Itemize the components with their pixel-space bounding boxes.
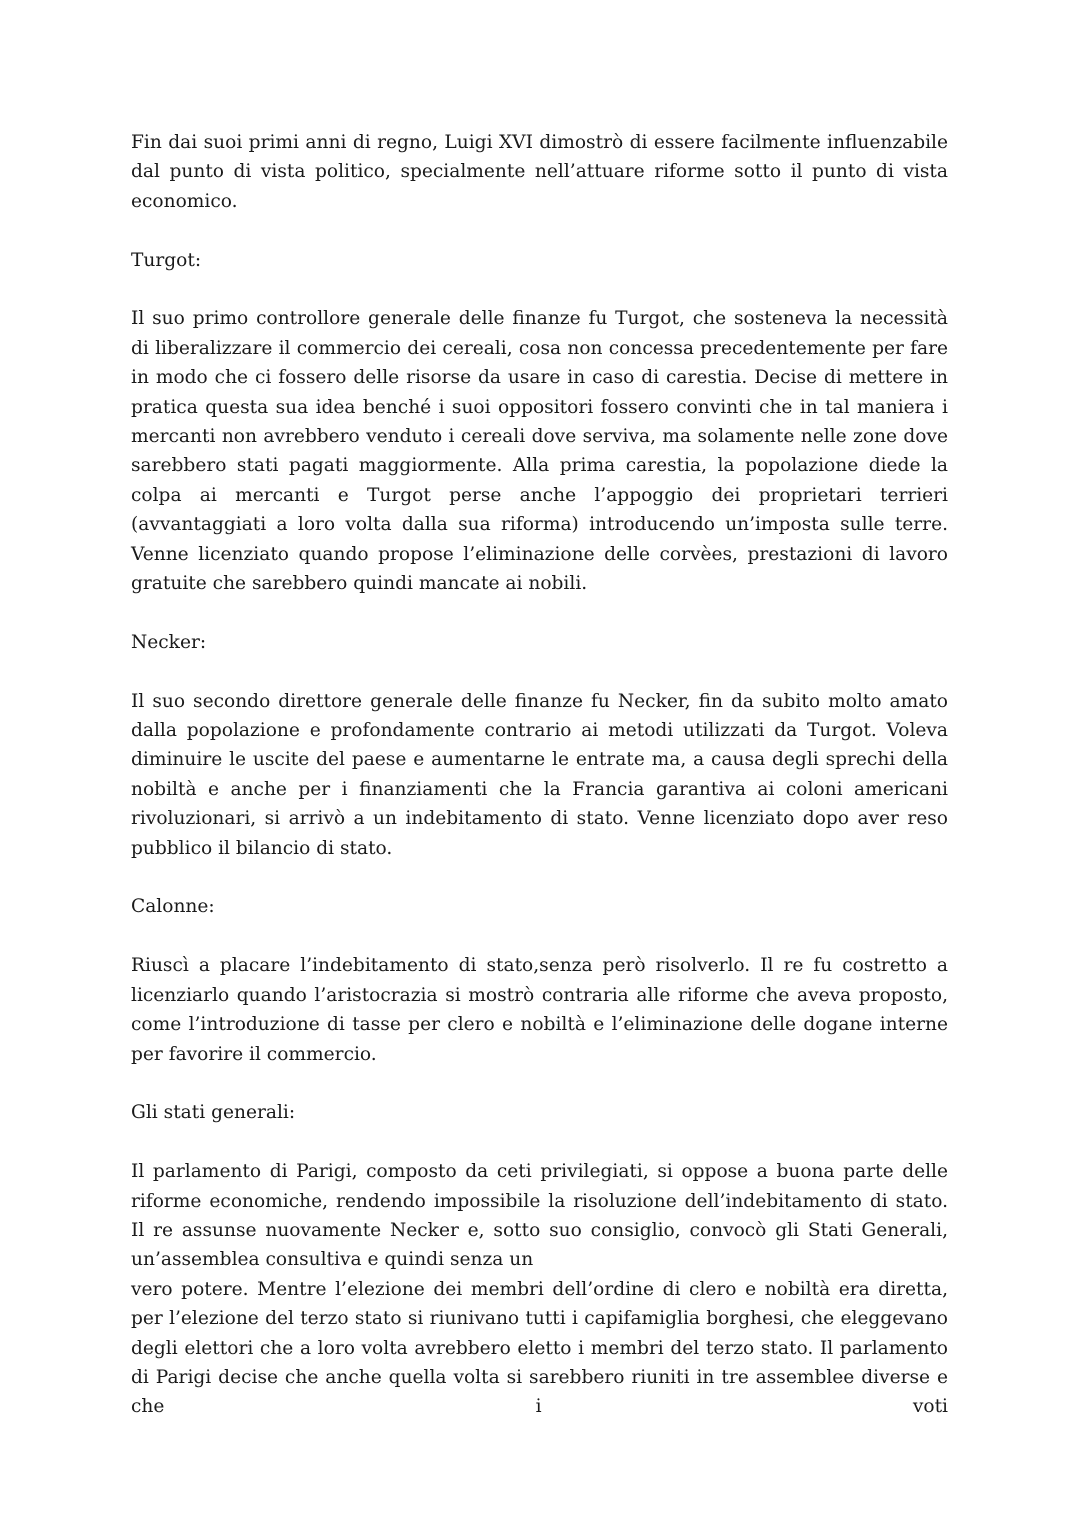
calonne-paragraph: Riuscì a placare l’indebitamento di stato,senza però risolverlo. Il re fu costretto a licenziarlo quando l’aristocrazia si mostrò contraria alle riforme che aveva proposto, come l’introduzione di tasse per clero e nobiltà e l’eliminazione delle dogane interne per favorire il commercio.	[131, 955, 948, 1065]
stati-generali-continuation-paragraph: vero potere. Mentre l’elezione dei membri dell’ordine di clero e nobiltà era diretta, per l’elezione del terzo stato si riunivano tutti i capifamiglia borghesi, che eleggevano degli elettori che a loro volta avrebbero eletto i membri del terzo stato. Il parlamento di Parigi decise che anche quella volta si sarebbero riuniti in tre assemblee diverse e che i voti	[131, 1278, 948, 1418]
intro-paragraph: Fin dai suoi primi anni di regno, Luigi XVI dimostrò di essere facilmente influenzabile dal punto di vista politico, specialmente nell’attuare riforme sotto il punto di vista economico.	[131, 132, 948, 212]
section-heading-calonne: Calonne:	[131, 896, 215, 918]
section-heading-stati-generali: Gli stati generali:	[131, 1102, 296, 1124]
section-heading-turgot: Turgot:	[131, 249, 202, 271]
turgot-paragraph: Il suo primo controllore generale delle finanze fu Turgot, che sosteneva la necessità di liberalizzare il commercio dei cereali, cosa non concessa precedentemente per fare in modo che ci fossero delle risorse da usare in caso di carestia. Decise di mettere in pratica questa sua idea benché i suoi oppositori fossero convinti che in tal maniera i mercanti non avrebbero venduto i cereali dove serviva, ma solamente nelle zone dove sarebbero stati pagati maggiormente. Alla prima carestia, la popolazione diede la colpa ai mercanti e Turgot perse anche l’appoggio dei proprietari terrieri (avvantaggiati a loro volta dalla sua riforma) introducendo un’imposta sulle terre. Venne licenziato quando propose l’eliminazione delle corvèes, prestazioni di lavoro gratuite che sarebbero quindi mancate ai nobili.	[131, 308, 948, 595]
document-page	[131, 128, 948, 1422]
section-heading-necker: Necker:	[131, 631, 207, 653]
necker-paragraph: Il suo secondo direttore generale delle finanze fu Necker, fin da subito molto amato dalla popolazione e profondamente contrario ai metodi utilizzati da Turgot. Voleva diminuire le uscite del paese e aumentarne le entrate ma, a causa degli sprechi della nobiltà e anche per i finanziamenti che la Francia garantiva ai coloni americani rivoluzionari, si arrivò a un indebitamento di stato. Venne licenziato dopo aver reso pubblico il bilancio di stato.	[131, 690, 948, 859]
stati-generali-paragraph: Il parlamento di Parigi, composto da ceti privilegiati, si oppose a buona parte delle riforme economiche, rendendo impossibile la risoluzione dell’indebitamento di stato. Il re assunse nuovamente Necker e, sotto suo consiglio, convocò gli Stati Generali, un’assemblea consultiva e quindi senza un	[131, 1161, 948, 1271]
